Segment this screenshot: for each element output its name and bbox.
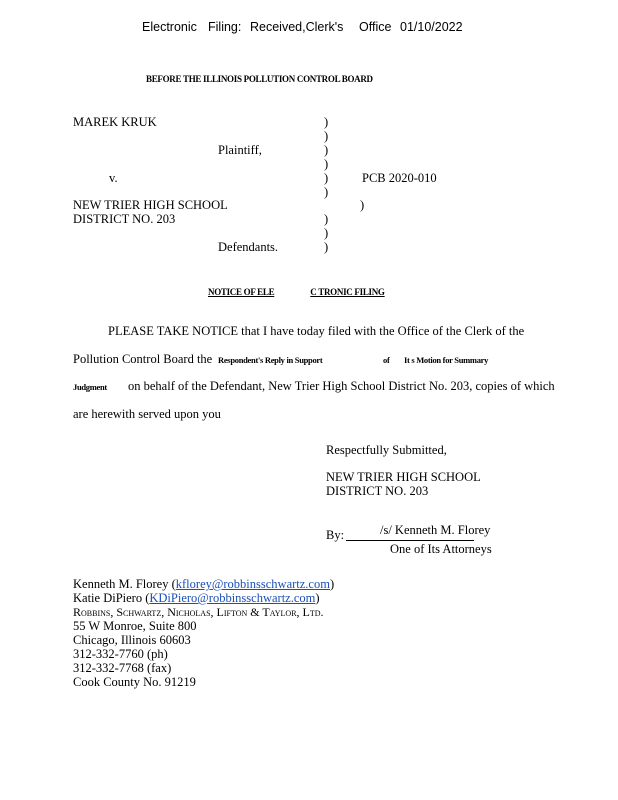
address-line-2: Chicago, Illinois 60603: [73, 633, 191, 647]
plaintiff-name: MAREK KRUK: [73, 115, 157, 129]
case-number: PCB 2020-010: [362, 171, 437, 185]
phone: 312-332-7760 (ph): [73, 647, 168, 661]
caption-paren: ): [324, 157, 329, 171]
notice-title: [208, 287, 423, 297]
caption-paren: ): [324, 226, 329, 240]
defendant-line-1: NEW TRIER HIGH SCHOOL: [73, 198, 228, 212]
attorney-1-email-link[interactable]: kflorey@robbinsschwartz.com: [175, 577, 330, 591]
caption-paren: ): [324, 240, 329, 254]
attorney-2-email-link[interactable]: KDiPiero@robbinsschwartz.com: [149, 591, 316, 605]
cook-county-number: Cook County No. 91219: [73, 675, 196, 689]
closing: Respectfully Submitted,: [326, 443, 447, 457]
document-title-part-c: It s Motion for Summary: [404, 355, 489, 365]
header-office: Office: [359, 20, 392, 34]
versus: v.: [109, 171, 118, 185]
notice-line-2: Pollution Control Board the: [73, 352, 213, 366]
notice-line-1: PLEASE TAKE NOTICE that I have today filed with the Office of the Clerk of the: [108, 324, 525, 338]
notice-title-part-b: C TRONIC FILING: [310, 287, 385, 297]
address-line-1: 55 W Monroe, Suite 800: [73, 619, 197, 633]
signature-line: [346, 540, 474, 541]
header-filing: Filing:: [208, 20, 242, 34]
header-electronic: Electronic: [142, 20, 197, 34]
attorney-1: [73, 577, 334, 591]
firm-name: Robbins, Schwartz, Nicholas, Lifton & Taylor, Ltd.: [73, 605, 324, 619]
signer-name: /s/ Kenneth M. Florey: [380, 523, 491, 537]
signature-org-line-2: DISTRICT NO. 203: [326, 484, 429, 498]
attorney-2-close-paren: ): [315, 591, 320, 605]
document-title-part-b: of: [383, 355, 390, 365]
signer-role: One of Its Attorneys: [390, 542, 492, 556]
notice-line-3: on behalf of the Defendant, New Trier High School District No. 203, copies of which: [128, 379, 555, 393]
caption-paren: ): [360, 198, 365, 212]
notice-line-4: are herewith served upon you: [73, 407, 221, 421]
header-received: Received,Clerk's: [250, 20, 344, 34]
document-title-part-d: Judgment: [73, 382, 107, 392]
plaintiff-label: Plaintiff,: [218, 143, 262, 157]
signature-org-line-1: NEW TRIER HIGH SCHOOL: [326, 470, 481, 484]
caption-paren: ): [324, 129, 329, 143]
document-title-part-a: Respondent's Reply in Support: [218, 355, 323, 365]
fax: 312-332-7768 (fax): [73, 661, 172, 675]
signature-by-label: By:: [326, 528, 345, 542]
caption-paren: ): [324, 185, 329, 199]
attorney-1-close-paren: ): [329, 577, 335, 591]
caption-paren: ): [324, 212, 329, 226]
attorney-1-name: Kenneth M. Florey (: [73, 577, 176, 591]
caption-paren: ): [324, 143, 329, 157]
notice-title-part-a: NOTICE OF ELE: [208, 287, 275, 297]
defendant-line-2: DISTRICT NO. 203: [73, 212, 176, 226]
defendant-label: Defendants.: [218, 240, 279, 254]
caption-paren: ): [324, 171, 329, 185]
caption-paren: ): [324, 115, 329, 129]
board-title: BEFORE THE ILLINOIS POLLUTION CONTROL BOARD: [146, 74, 373, 84]
attorney-2: [73, 591, 320, 605]
header-date: 01/10/2022: [400, 20, 463, 34]
attorney-2-name: Katie DiPiero (: [73, 591, 150, 605]
